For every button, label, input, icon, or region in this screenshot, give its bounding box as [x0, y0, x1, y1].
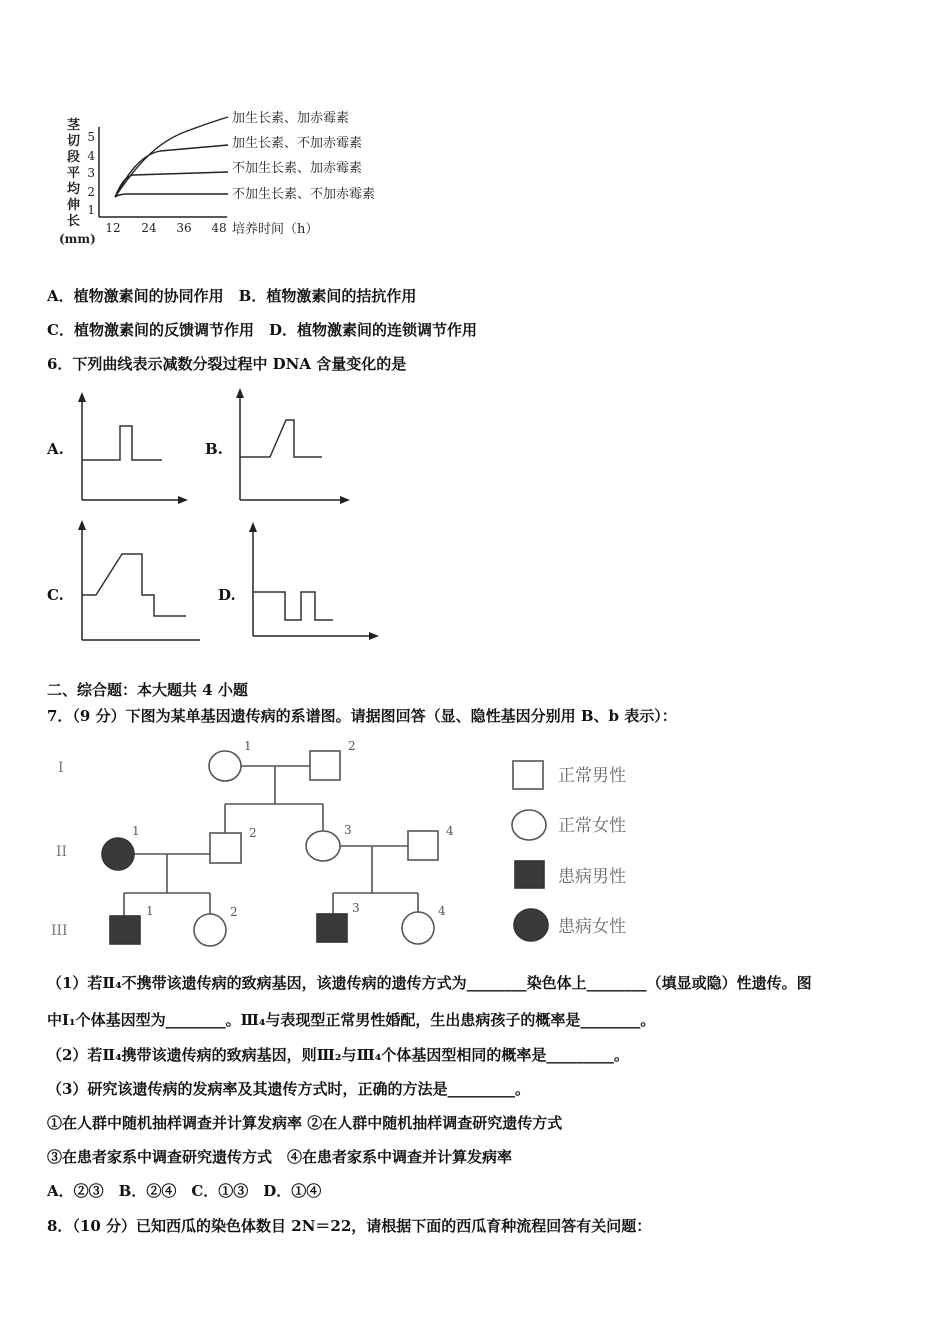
- legend-label: 正常男性: [558, 766, 626, 786]
- q7-stem: 7．（9 分）下图为某单基因遗传病的系谱图。请据图回答（显、隐性基因分别用 B、b 表示）：: [47, 707, 677, 725]
- y-tick: 3: [87, 166, 95, 180]
- q7-sub1-line1: （1）若Ⅱ₄不携带该遗传病的致病基因，该遗传病的遗传方式为________染色体上________（填显或隐）性遗传。图: [47, 974, 812, 992]
- curve-label: 不加生长素、不加赤霉素: [232, 187, 376, 202]
- pedigree-chart: [48, 736, 658, 956]
- q7-methods-line1: ①在人群中随机抽样调查并计算发病率 ②在人群中随机抽样调查研究遗传方式: [47, 1114, 563, 1132]
- curve-auxin-only: [115, 145, 228, 197]
- individual-III3-affected-male: [317, 914, 347, 942]
- individual-II3-normal-female: [306, 831, 340, 861]
- individual-II1-affected-female: [102, 838, 134, 870]
- y-tick: 2: [87, 185, 95, 199]
- q6-option-label-c: C.: [47, 586, 64, 604]
- svg-text:伸: 伸: [67, 198, 81, 213]
- legend-label: 患病男性: [558, 867, 626, 887]
- q7-options: A．②③ B．②④ C．①③ D．①④: [47, 1182, 322, 1200]
- y-tick: 5: [87, 130, 95, 144]
- y-axis-unit: (mm): [59, 232, 96, 246]
- q6-graph-d: [243, 520, 383, 644]
- q8-stem: 8．（10 分）已知西瓜的染色体数目 2N＝22，请根据下面的西瓜育种流程回答有关问题：: [47, 1217, 652, 1235]
- x-tick: 48: [211, 221, 227, 235]
- legend-normal-female-symbol: [512, 810, 546, 840]
- q7-sub1-line2: 中Ⅰ₁个体基因型为________。Ⅲ₄与表现型正常男性婚配，生出患病孩子的概率是________。: [47, 1011, 656, 1029]
- individual-III4-normal-female: [402, 912, 434, 944]
- curve-auxin-gibberellin: [115, 117, 228, 197]
- x-tick: 12: [105, 221, 121, 235]
- q7-methods-line2: ③在患者家系中调查研究遗传方式 ④在患者家系中调查并计算发病率: [47, 1148, 513, 1166]
- individual-number: 4: [438, 904, 446, 918]
- svg-text:茎: 茎: [67, 118, 81, 133]
- q5-options-line1: A．植物激素间的协同作用 B．植物激素间的拮抗作用: [47, 287, 417, 305]
- individual-number: 1: [146, 904, 154, 918]
- legend-normal-male-symbol: [513, 761, 543, 789]
- curve-gibberellin-only: [115, 172, 228, 197]
- individual-number: 2: [249, 826, 257, 840]
- individual-number: 2: [230, 905, 238, 919]
- individual-number: 3: [344, 823, 352, 837]
- curve-label: 不加生长素、加赤霉素: [232, 161, 363, 176]
- generation-label: I: [58, 760, 64, 776]
- individual-I2-normal-male: [310, 751, 340, 780]
- x-tick: 24: [141, 221, 157, 235]
- curve-label: 加生长素、加赤霉素: [232, 111, 350, 126]
- x-tick: 36: [176, 221, 192, 235]
- curve-label: 加生长素、不加赤霉素: [232, 136, 363, 151]
- q6-graph-a: [72, 390, 190, 505]
- q6-graph-c: [72, 518, 202, 646]
- q7-sub3: （3）研究该遗传病的发病率及其遗传方式时，正确的方法是_________。: [47, 1080, 530, 1098]
- individual-III1-affected-male: [110, 916, 140, 944]
- q6-option-label-a: A.: [47, 440, 64, 458]
- individual-number: 2: [348, 739, 356, 753]
- y-tick: 1: [87, 203, 95, 217]
- svg-text:切: 切: [67, 134, 81, 149]
- individual-II4-normal-male: [408, 831, 438, 860]
- individual-number: 1: [132, 824, 140, 838]
- individual-II2-normal-male: [210, 833, 241, 863]
- generation-label: III: [51, 923, 68, 939]
- individual-number: 3: [352, 901, 360, 915]
- q6-graph-b: [228, 386, 354, 506]
- legend-affected-female-symbol: [514, 909, 548, 941]
- y-tick: 4: [87, 149, 95, 163]
- legend-label: 患病女性: [558, 917, 626, 937]
- curve-control: [115, 194, 228, 197]
- q6-stem: 6．下列曲线表示减数分裂过程中 DNA 含量变化的是: [47, 355, 407, 373]
- q6-option-label-b: B.: [205, 440, 223, 458]
- growth-chart: [55, 105, 405, 250]
- svg-text:段: 段: [67, 150, 81, 165]
- individual-III2-normal-female: [194, 914, 226, 946]
- svg-text:平: 平: [67, 166, 81, 181]
- q5-options-line2: C．植物激素间的反馈调节作用 D．植物激素间的连锁调节作用: [47, 321, 477, 339]
- individual-number: 4: [446, 824, 454, 838]
- q6-option-label-d: D.: [218, 586, 236, 604]
- individual-I1-normal-female: [209, 751, 241, 781]
- svg-text:长: 长: [67, 214, 81, 229]
- legend-label: 正常女性: [558, 816, 626, 836]
- svg-text:均: 均: [67, 182, 81, 197]
- legend-affected-male-symbol: [515, 861, 544, 888]
- y-axis-label: [66, 117, 81, 229]
- individual-number: 1: [244, 739, 252, 753]
- x-axis-label: 培养时间（h）: [232, 222, 319, 237]
- q7-sub2: （2）若Ⅱ₄携带该遗传病的致病基因，则Ⅲ₂与Ⅲ₄个体基因型相同的概率是_________。: [47, 1046, 629, 1064]
- generation-label: II: [56, 844, 68, 860]
- section2-title: 二、综合题：本大题共 4 小题: [47, 681, 248, 699]
